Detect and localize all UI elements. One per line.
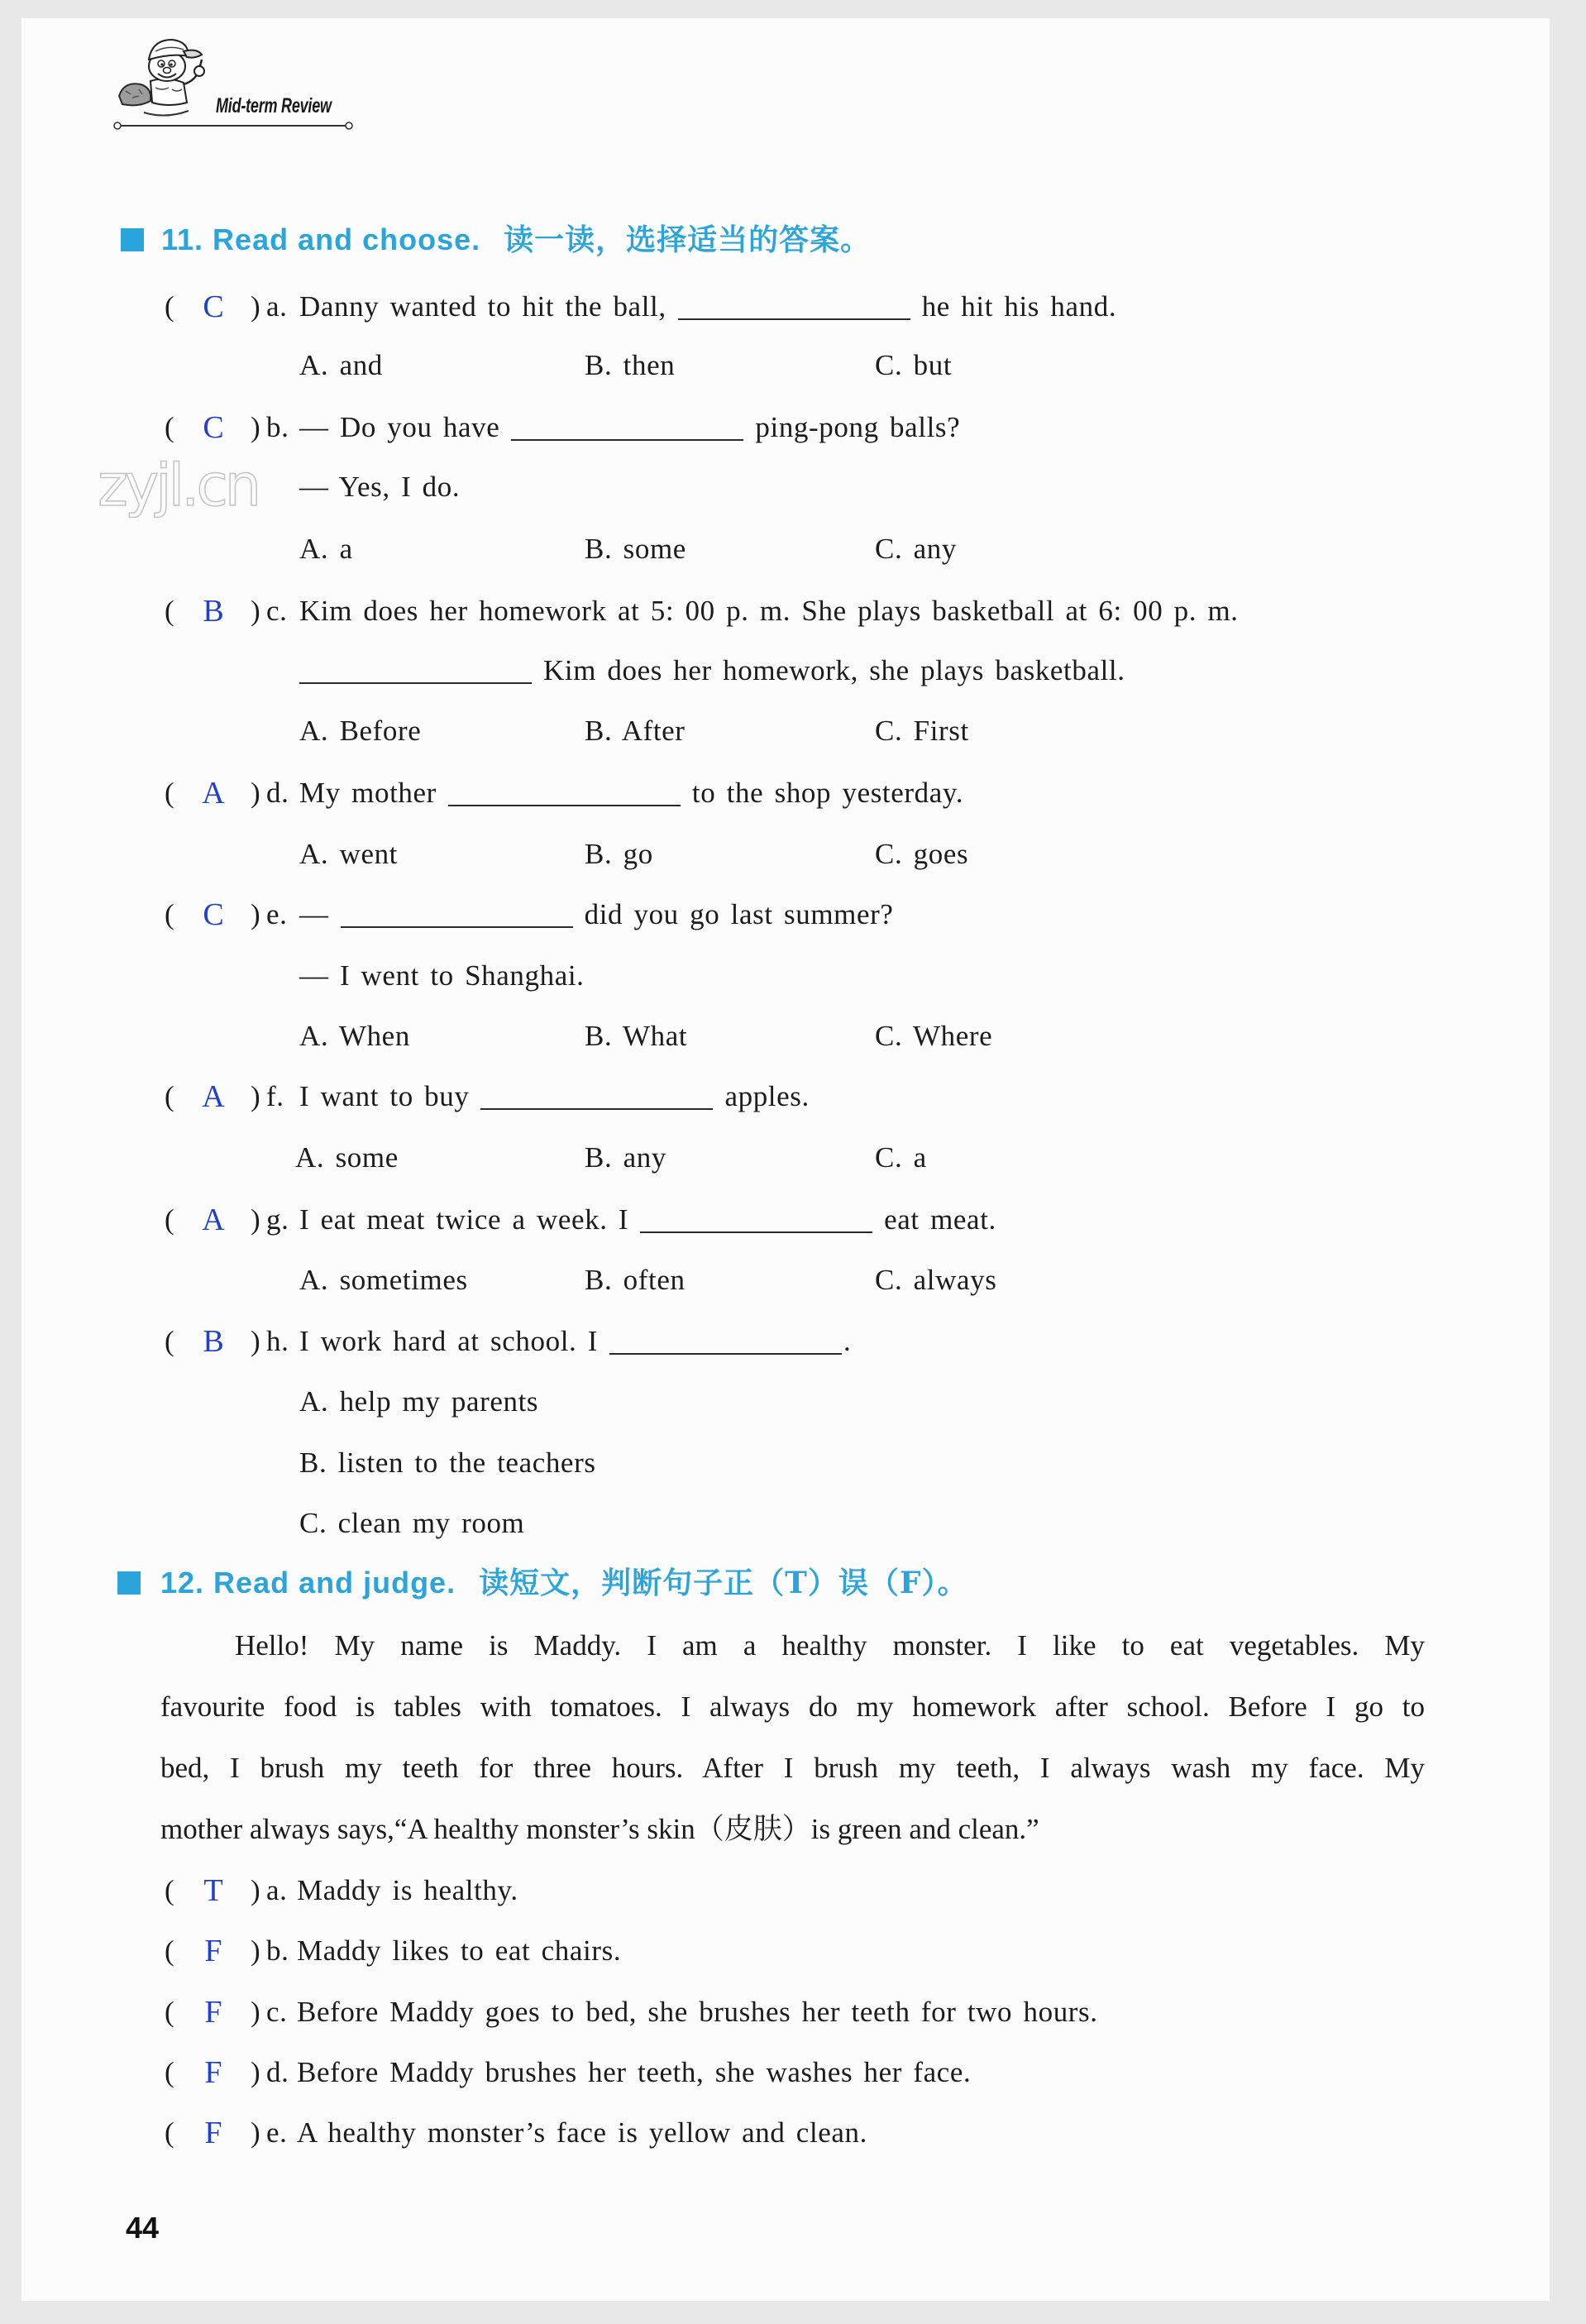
option-c: C. goes bbox=[875, 838, 969, 870]
section-12-heading bbox=[0, 1565, 1586, 1601]
statement-text: Maddy likes to eat chairs. bbox=[297, 1934, 622, 1967]
statement-label: b. bbox=[266, 1934, 289, 1967]
question-g-row bbox=[0, 1202, 1586, 1238]
statement-text: Maddy is healthy. bbox=[297, 1874, 518, 1906]
statement-label: e. bbox=[266, 2116, 288, 2149]
question-text-before: Danny wanted to hit the ball, bbox=[299, 290, 666, 323]
answer-letter: A bbox=[202, 1203, 225, 1237]
option-h-c-row bbox=[0, 1505, 1586, 1542]
answer-open-paren: ( bbox=[165, 290, 175, 323]
options-e-row bbox=[0, 1018, 1586, 1054]
answer-letter: B bbox=[203, 1324, 224, 1359]
answer-letter: C bbox=[203, 897, 224, 932]
option-b: B. go bbox=[585, 838, 653, 870]
section-12-title: 12. Read and judge. bbox=[160, 1566, 456, 1600]
section-11-title: 11. Read and choose. bbox=[161, 222, 481, 256]
options-b-row bbox=[0, 531, 1586, 567]
answer-close-paren: ) bbox=[251, 898, 261, 930]
answer-letter: C bbox=[203, 289, 224, 324]
question-text-after: ping-pong balls? bbox=[755, 411, 961, 443]
answer-blank bbox=[480, 1105, 713, 1110]
statement-text: Before Maddy brushes her teeth, she washes her face. bbox=[297, 2056, 972, 2088]
answer-open-paren: ( bbox=[165, 595, 175, 627]
question-f-row bbox=[0, 1078, 1586, 1115]
option-h-b-row bbox=[0, 1445, 1586, 1481]
question-text-after: to the shop yesterday. bbox=[691, 777, 964, 809]
question-c-line2 bbox=[0, 653, 1586, 689]
statement-text: Before Maddy goes to bed, she brushes her teeth for two hours. bbox=[297, 1996, 1098, 2028]
question-label: e. bbox=[266, 898, 288, 930]
answer-blank bbox=[511, 436, 743, 441]
answer-close-paren: ) bbox=[251, 595, 261, 627]
section-12-instruction: 读短文，判断句子正（T）误（F）。 bbox=[479, 1566, 968, 1600]
reading-paragraph-line-1: Hello! My name is Maddy. I am a healthy monster. I like to eat vegetables. My bbox=[235, 1629, 1425, 1662]
option-b: B. some bbox=[585, 533, 686, 565]
question-label: d. bbox=[266, 777, 289, 809]
question-h-row bbox=[0, 1323, 1586, 1360]
answer-open-paren: ( bbox=[165, 1934, 175, 1967]
question-c-row bbox=[0, 593, 1586, 629]
answer-blank bbox=[341, 923, 573, 928]
option-a: A. sometimes bbox=[299, 1264, 468, 1296]
statement-text: A healthy monster’s face is yellow and clean. bbox=[297, 2116, 867, 2149]
answer-open-paren: ( bbox=[165, 1080, 175, 1112]
option-a: A. went bbox=[299, 838, 399, 870]
question-b-row bbox=[0, 409, 1586, 446]
option-a: A. some bbox=[295, 1141, 399, 1174]
answer-close-paren: ) bbox=[251, 777, 261, 809]
question-text-after: . bbox=[843, 1325, 852, 1357]
answer-open-paren: ( bbox=[165, 2056, 175, 2088]
question-text bbox=[299, 409, 960, 446]
question-text bbox=[299, 1078, 810, 1115]
mascot-head bbox=[149, 40, 202, 81]
option-b: B. listen to the teachers bbox=[299, 1447, 596, 1479]
option-c: C. clean my room bbox=[299, 1507, 525, 1539]
question-text bbox=[299, 289, 1116, 325]
watermark: zyjl.cn bbox=[98, 452, 259, 519]
answer-open-paren: ( bbox=[165, 777, 175, 809]
option-a: A. a bbox=[299, 533, 353, 565]
answer-blank bbox=[678, 315, 910, 320]
option-b: B. After bbox=[585, 715, 686, 747]
answer-close-paren: ) bbox=[251, 1325, 261, 1357]
question-text-before: — Do you have bbox=[299, 411, 500, 443]
option-c: C. always bbox=[875, 1264, 997, 1296]
judge-answer: F bbox=[204, 2116, 222, 2150]
statement-c-row bbox=[0, 1994, 1586, 2030]
option-b: B. then bbox=[585, 349, 676, 381]
section-marker-square-icon bbox=[121, 228, 144, 251]
answer-blank bbox=[609, 1350, 842, 1355]
statement-label: d. bbox=[266, 2056, 289, 2088]
page-number: 44 bbox=[126, 2211, 160, 2245]
judge-answer: T bbox=[203, 1873, 223, 1908]
question-b-line2 bbox=[0, 469, 1586, 505]
reading-paragraph-line-3: bed, I brush my teeth for three hours. After I brush my teeth, I always wash my face. My bbox=[160, 1752, 1425, 1784]
options-f-row bbox=[0, 1140, 1586, 1176]
question-label: a. bbox=[266, 290, 288, 323]
section-11-heading bbox=[0, 222, 1586, 258]
option-c: C. Where bbox=[875, 1020, 993, 1052]
option-c: C. First bbox=[875, 715, 969, 747]
header-rule-line bbox=[112, 120, 354, 132]
option-c: C. but bbox=[875, 349, 953, 381]
question-text-after: did you go last summer? bbox=[584, 898, 894, 930]
statement-label: a. bbox=[266, 1874, 288, 1906]
statement-e-row bbox=[0, 2115, 1586, 2151]
question-label: h. bbox=[266, 1325, 289, 1357]
section-11-heading-text bbox=[161, 222, 871, 258]
answer-close-paren: ) bbox=[251, 1874, 261, 1906]
question-label: g. bbox=[266, 1203, 289, 1236]
header-title: Mid-term Review bbox=[216, 94, 332, 117]
options-d-row bbox=[0, 836, 1586, 873]
question-e-line2 bbox=[0, 958, 1586, 994]
options-g-row bbox=[0, 1262, 1586, 1298]
question-text-before: I eat meat twice a week. I bbox=[299, 1203, 629, 1236]
answer-open-paren: ( bbox=[165, 1325, 175, 1357]
question-label: b. bbox=[266, 411, 289, 443]
question-label: f. bbox=[266, 1080, 284, 1112]
question-label: c. bbox=[266, 595, 288, 627]
answer-letter: C bbox=[203, 410, 224, 445]
question-text: Kim does her homework at 5: 00 p. m. She plays basketball at 6: 00 p. m. bbox=[299, 595, 1239, 627]
answer-close-paren: ) bbox=[251, 1996, 261, 2028]
statement-b-row bbox=[0, 1933, 1586, 1969]
question-e-row bbox=[0, 897, 1586, 933]
option-a: A. Before bbox=[299, 715, 422, 747]
section-12-heading-text bbox=[160, 1565, 967, 1601]
option-a: A. help my parents bbox=[299, 1385, 539, 1418]
cartoon-mascot-icon bbox=[114, 30, 222, 122]
answer-close-paren: ) bbox=[251, 290, 261, 323]
answer-close-paren: ) bbox=[251, 411, 261, 443]
question-text bbox=[299, 775, 963, 811]
option-b: B. any bbox=[585, 1141, 666, 1174]
answer-blank bbox=[299, 679, 532, 684]
answer-open-paren: ( bbox=[165, 1203, 175, 1236]
option-a: A. and bbox=[299, 349, 383, 381]
judge-answer: F bbox=[204, 2055, 222, 2090]
answer-close-paren: ) bbox=[251, 1203, 261, 1236]
question-text bbox=[299, 1323, 851, 1360]
option-h-a-row bbox=[0, 1384, 1586, 1420]
question-text-line2: — Yes, I do. bbox=[299, 471, 461, 503]
answer-open-paren: ( bbox=[165, 1996, 175, 2028]
statement-a-row bbox=[0, 1872, 1586, 1909]
option-b: B. What bbox=[585, 1020, 688, 1052]
answer-close-paren: ) bbox=[251, 2116, 261, 2149]
question-text-before: My mother bbox=[299, 777, 437, 809]
question-text-after: apples. bbox=[724, 1080, 810, 1112]
answer-open-paren: ( bbox=[165, 411, 175, 443]
options-c-row bbox=[0, 713, 1586, 749]
option-c: C. any bbox=[875, 533, 957, 565]
answer-close-paren: ) bbox=[251, 2056, 261, 2088]
question-text-after: he hit his hand. bbox=[921, 290, 1117, 323]
judge-answer: F bbox=[204, 1995, 222, 2030]
answer-open-paren: ( bbox=[165, 898, 175, 930]
answer-close-paren: ) bbox=[251, 1934, 261, 1967]
question-text-before: — bbox=[299, 898, 329, 930]
question-text-line2 bbox=[299, 653, 1125, 689]
answer-blank bbox=[448, 801, 681, 806]
question-a-row bbox=[0, 289, 1586, 325]
statement-d-row bbox=[0, 2054, 1586, 2091]
answer-close-paren: ) bbox=[251, 1080, 261, 1112]
question-text-before: I want to buy bbox=[299, 1080, 470, 1112]
answer-letter: A bbox=[202, 776, 225, 811]
question-text-after: Kim does her homework, she plays basketball. bbox=[543, 654, 1125, 686]
answer-open-paren: ( bbox=[165, 2116, 175, 2149]
option-a: A. When bbox=[299, 1020, 410, 1052]
answer-letter: B bbox=[203, 594, 224, 629]
mascot-rock bbox=[119, 84, 150, 105]
question-text-after: eat meat. bbox=[884, 1203, 996, 1236]
question-text bbox=[299, 897, 894, 933]
answer-open-paren: ( bbox=[165, 1874, 175, 1906]
judge-answer: F bbox=[204, 1934, 222, 1968]
section-marker-square-icon bbox=[117, 1571, 141, 1595]
question-text-line2: — I went to Shanghai. bbox=[299, 959, 585, 992]
statement-label: c. bbox=[266, 1996, 288, 2028]
reading-paragraph-line-2: favourite food is tables with tomatoes. I always do my homework after school. Before I go to bbox=[160, 1690, 1425, 1723]
question-d-row bbox=[0, 775, 1586, 811]
option-b: B. often bbox=[585, 1264, 686, 1296]
section-11-instruction: 读一读，选择适当的答案。 bbox=[504, 222, 872, 257]
answer-blank bbox=[640, 1228, 872, 1233]
question-text-before: I work hard at school. I bbox=[299, 1325, 598, 1357]
answer-letter: A bbox=[202, 1079, 225, 1114]
reading-paragraph-line-4: mother always says,“A healthy monster’s skin（皮肤）is green and clean.” bbox=[160, 1813, 1039, 1845]
option-c: C. a bbox=[875, 1141, 927, 1174]
options-a-row bbox=[0, 347, 1586, 384]
question-text bbox=[299, 1202, 996, 1238]
